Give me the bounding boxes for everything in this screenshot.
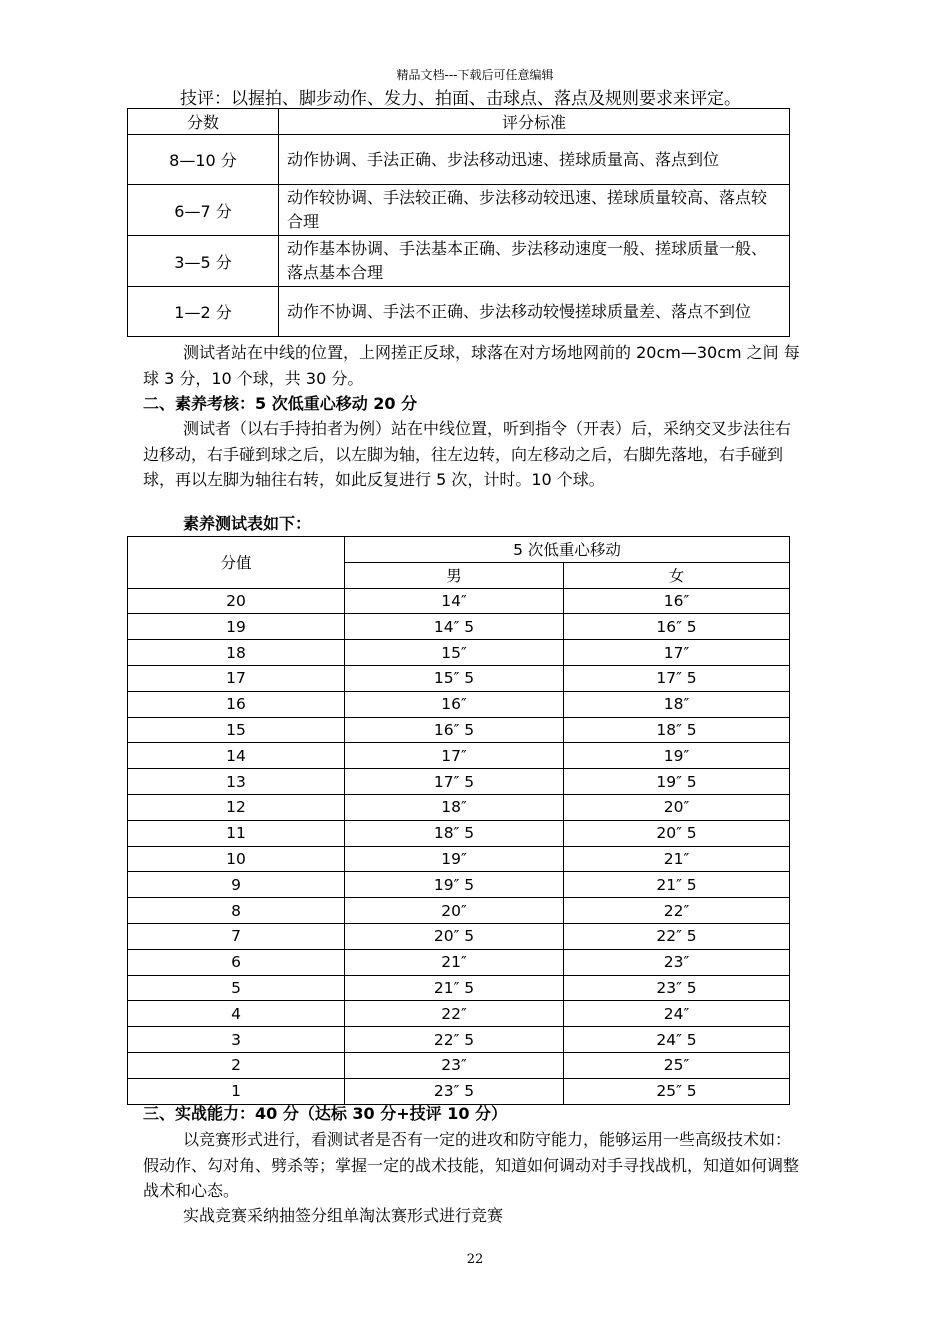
female-time-cell: 19″ (564, 743, 790, 769)
male-time-cell: 16″ (345, 691, 564, 717)
female-time-cell: 19″ 5 (564, 769, 790, 795)
paragraph-match-ability: 以竞赛形式进行，看测试者是否有一定的进攻和防守能力，能够运用一些高级技术如：假动作、勾对角、劈杀等；掌握一定的战术技能，知道如何调动对手寻找战机，知道如何调整战术和心态。 (143, 1130, 800, 1200)
table-row (128, 640, 790, 666)
score-cell: 8—10 分 (128, 135, 279, 185)
table-row (128, 135, 790, 185)
male-time-cell: 20″ 5 (345, 923, 564, 949)
female-time-cell: 17″ (564, 640, 790, 666)
score-value-cell: 12 (128, 794, 345, 820)
male-time-cell: 17″ 5 (345, 769, 564, 795)
female-time-cell: 22″ (564, 898, 790, 924)
male-time-cell: 23″ 5 (345, 1078, 564, 1104)
male-time-cell: 20″ (345, 898, 564, 924)
female-time-cell: 20″ (564, 794, 790, 820)
female-time-cell: 24″ (564, 1001, 790, 1027)
female-time-cell: 21″ 5 (564, 872, 790, 898)
table-header-row (128, 537, 790, 563)
criteria-cell: 动作较协调、手法较正确、步法移动较迅速、搓球质量较高、落点较合理 (279, 185, 790, 236)
technique-score-table (127, 108, 790, 337)
page-number: 22 (466, 1252, 484, 1267)
male-time-cell: 23″ (345, 1052, 564, 1078)
criteria-cell: 动作协调、手法正确、步法移动迅速、搓球质量高、落点到位 (279, 135, 790, 185)
section-3-heading: 三、实战能力：40 分（达标 30 分+技评 10 分） (143, 1104, 508, 1123)
header-group-movement: 5 次低重心移动 (345, 537, 790, 563)
paragraph-match-format: 实战竞赛采纳抽签分组单淘汰赛形式进行竞赛 (183, 1206, 504, 1225)
paragraph-serve-test: 测试者站在中线的位置，上网搓正反球，球落在对方场地网前的 20cm—30cm 之间 每球 3 分，10 个球，共 30 分。 (143, 343, 800, 388)
female-time-cell: 16″ (564, 588, 790, 614)
female-time-cell: 18″ 5 (564, 717, 790, 743)
score-value-cell: 4 (128, 1001, 345, 1027)
fitness-table-body (128, 588, 790, 1104)
score-value-cell: 13 (128, 769, 345, 795)
score-cell: 3—5 分 (128, 236, 279, 287)
score-cell: 6—7 分 (128, 185, 279, 236)
score-value-cell: 7 (128, 923, 345, 949)
table-row (128, 236, 790, 287)
female-time-cell: 18″ (564, 691, 790, 717)
header-score-value: 分值 (128, 537, 345, 589)
table-row (128, 588, 790, 614)
score-value-cell: 14 (128, 743, 345, 769)
page-header: 精品文档---下载后可任意编辑 (396, 68, 554, 82)
score-value-cell: 17 (128, 665, 345, 691)
female-time-cell: 16″ 5 (564, 614, 790, 640)
table-row (128, 898, 790, 924)
header-male: 男 (345, 562, 564, 588)
table-row (128, 794, 790, 820)
table-row (128, 846, 790, 872)
male-time-cell: 18″ 5 (345, 820, 564, 846)
criteria-cell: 动作基本协调、手法基本正确、步法移动速度一般、搓球质量一般、落点基本合理 (279, 236, 790, 287)
female-time-cell: 24″ 5 (564, 1027, 790, 1053)
table-row (128, 769, 790, 795)
table-row (128, 949, 790, 975)
table-row (128, 717, 790, 743)
score-value-cell: 15 (128, 717, 345, 743)
female-time-cell: 25″ 5 (564, 1078, 790, 1104)
female-time-cell: 21″ (564, 846, 790, 872)
table-row (128, 1052, 790, 1078)
table-row (128, 691, 790, 717)
table-row (128, 872, 790, 898)
male-time-cell: 15″ 5 (345, 665, 564, 691)
male-time-cell: 15″ (345, 640, 564, 666)
table-row (128, 923, 790, 949)
table-row (128, 743, 790, 769)
header-score: 分数 (128, 109, 279, 135)
female-time-cell: 25″ (564, 1052, 790, 1078)
paragraph-movement-test: 测试者（以右手持拍者为例）站在中线位置，听到指令（开表）后，采纳交叉步法往右边移动，右手碰到球之后，以左脚为轴，往左边转，向左移动之后，右脚先落地，右手碰到球，再以左脚为轴往右转，如此反复进行 5 次，计时。10 个球。 (143, 419, 792, 489)
male-time-cell: 14″ (345, 588, 564, 614)
score-value-cell: 10 (128, 846, 345, 872)
intro-text: 技评：以握拍、脚步动作、发力、拍面、击球点、落点及规则要求来评定。 (180, 89, 741, 109)
male-time-cell: 22″ 5 (345, 1027, 564, 1053)
table-row (128, 1027, 790, 1053)
score-value-cell: 9 (128, 872, 345, 898)
table-2-caption: 素养测试表如下： (183, 514, 312, 533)
male-time-cell: 19″ (345, 846, 564, 872)
male-time-cell: 14″ 5 (345, 614, 564, 640)
male-time-cell: 21″ 5 (345, 975, 564, 1001)
score-cell: 1—2 分 (128, 287, 279, 337)
section-2-heading: 二、素养考核：5 次低重心移动 20 分 (143, 394, 418, 413)
female-time-cell: 22″ 5 (564, 923, 790, 949)
table-header-row (128, 109, 790, 135)
table-row (128, 975, 790, 1001)
table-row (128, 1001, 790, 1027)
score-value-cell: 5 (128, 975, 345, 1001)
male-time-cell: 22″ (345, 1001, 564, 1027)
score-value-cell: 18 (128, 640, 345, 666)
male-time-cell: 17″ (345, 743, 564, 769)
female-time-cell: 20″ 5 (564, 820, 790, 846)
header-criteria: 评分标准 (279, 109, 790, 135)
male-time-cell: 18″ (345, 794, 564, 820)
score-value-cell: 6 (128, 949, 345, 975)
male-time-cell: 21″ (345, 949, 564, 975)
fitness-test-table (127, 536, 790, 1105)
score-value-cell: 8 (128, 898, 345, 924)
table-row (128, 287, 790, 337)
score-value-cell: 1 (128, 1078, 345, 1104)
score-value-cell: 19 (128, 614, 345, 640)
score-value-cell: 11 (128, 820, 345, 846)
female-time-cell: 17″ 5 (564, 665, 790, 691)
table-row (128, 185, 790, 236)
header-female: 女 (564, 562, 790, 588)
score-value-cell: 2 (128, 1052, 345, 1078)
score-value-cell: 3 (128, 1027, 345, 1053)
table-row (128, 820, 790, 846)
table-row (128, 665, 790, 691)
criteria-cell: 动作不协调、手法不正确、步法移动较慢搓球质量差、落点不到位 (279, 287, 790, 337)
female-time-cell: 23″ (564, 949, 790, 975)
score-value-cell: 16 (128, 691, 345, 717)
score-value-cell: 20 (128, 588, 345, 614)
male-time-cell: 16″ 5 (345, 717, 564, 743)
female-time-cell: 23″ 5 (564, 975, 790, 1001)
table-row (128, 614, 790, 640)
male-time-cell: 19″ 5 (345, 872, 564, 898)
